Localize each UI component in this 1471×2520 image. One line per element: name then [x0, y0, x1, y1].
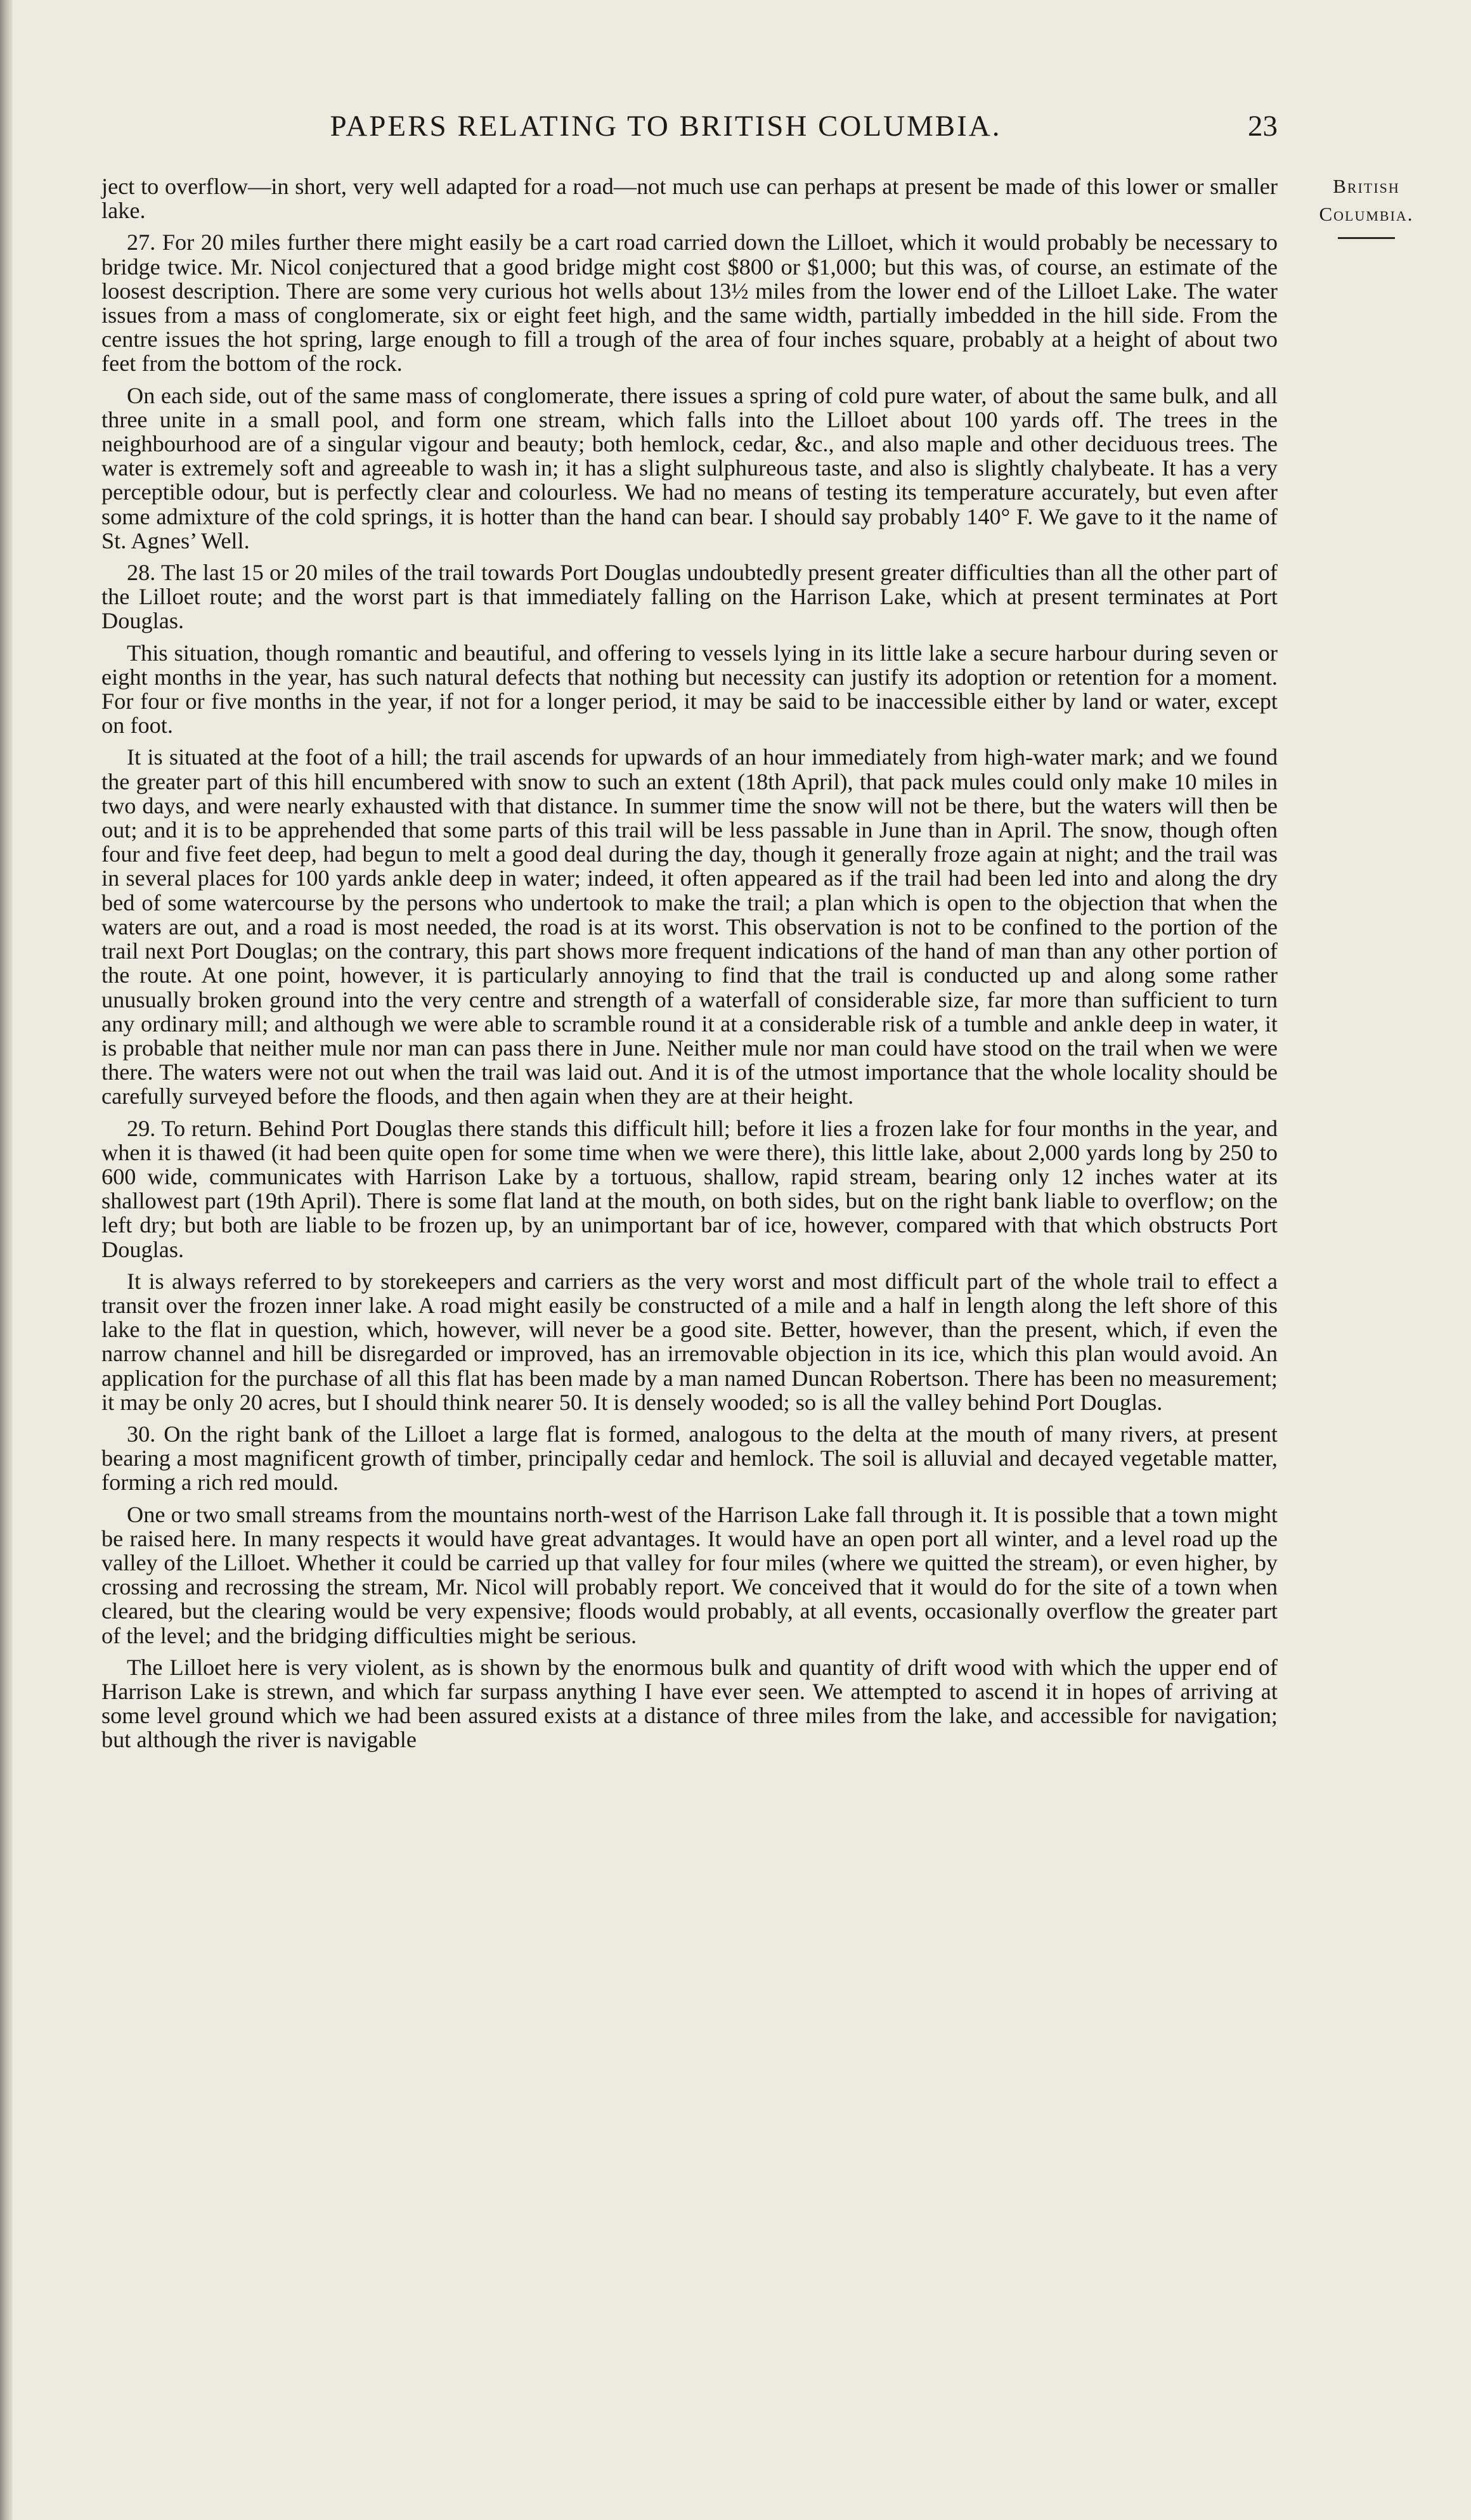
page-number: 23 [1248, 110, 1278, 143]
side-note-line-2: Columbia. [1319, 203, 1414, 225]
side-note-rule [1338, 237, 1395, 239]
paragraph-lilloet-river: The Lilloet here is very violent, as is shown by the enormous bulk and quantity of drift wood with which the upper end of Harrison Lake is strewn, and which far surpass anything I have ever seen. We attempted to ascend it in hopes of arriving at some level ground which we had been assured exists at a distance of three miles from the lake, and accessible for navigation; but although the river is navigable [101, 1654, 1278, 1753]
paragraph-hot-springs: On each side, out of the same mass of conglomerate, there issues a spring of cold pure water, of about the same bulk, and all three unite in a small pool, and form one stream, which falls into the Lilloet about 100 yards off. The trees in the neighbourhood are of a singular vigour and beauty; both hemlock, cedar, &c., and also maple and other deciduous trees. The water is extremely soft and agreeable to wash in; it has a slight sulphureous taste, and also is slightly chalybeate. It has a very perceptible odour, but is perfectly clear and colourless. We had no means of testing its temperature accurately, but even after some admixture of the cold springs, it is hotter than the hand can bear. I should say probably 140° F. We gave to it the name of St. Agnes’ Well. [101, 382, 1278, 553]
paragraph-town-site: One or two small streams from the mountains north-west of the Harrison Lake fall through it. It is possible that a town might be raised here. In many respects it would have great advantages. It would have an open port all winter, and a level road up the valley of the Lilloet. Whether it could be carried up that valley for four miles (where we quitted the stream), or even higher, by crossing and recrossing the stream, Mr. Nicol will probably report. We conceived that it would do for the site of a town when cleared, but the clearing would be very expensive; floods would probably, at all events, occasionally overflow the greater part of the level; and the bridging difficulties might be serious. [101, 1501, 1278, 1648]
paragraph-frozen-lake: It is always referred to by storekeepers and carriers as the very worst and most difficult part of the whole trail to effect a transit over the frozen inner lake. A road might easily be constructed of a mile and a half in length along the left shore of this lake to the flat in question, which, however, will never be a good site. Better, however, than the present, which, if even the narrow channel and hill be disregarded or improved, has an irremovable objection in its ice, which this plan would avoid. An application for the purchase of all this flat has been made by a man named Duncan Robertson. There has been no measurement; it may be only 20 acres, but I should think nearer 50. It is densely wooded; so is all the valley behind Port Douglas. [101, 1268, 1278, 1415]
paragraph-28: 28. The last 15 or 20 miles of the trail towards Port Douglas undoubtedly present greater difficulties than all the other part of the Lilloet route; and the worst part is that immediately falling on the Harrison Lake, which at present terminates at Port Douglas. [101, 560, 1278, 634]
body-text [101, 174, 1278, 1760]
paragraph-30: 30. On the right bank of the Lilloet a large flat is formed, analogous to the delta at the mouth of many rivers, at present bearing a most magnificent growth of timber, principally cedar and hemlock. The soil is alluvial and decayed vegetable matter, forming a rich red mould. [101, 1421, 1278, 1496]
paragraph-29: 29. To return. Behind Port Douglas there stands this difficult hill; before it lies a frozen lake for four months in the year, and when it is thawed (it had been quite open for some time when we were there), this little lake, about 2,000 yards long by 250 to 600 wide, communicates with Harrison Lake by a tortuous, shallow, rapid stream, bearing only 12 inches water at its shallowest part (19th April). There is some flat land at the mouth, on both sides, but on the right bank liable to overflow; on the left dry; but both are liable to be frozen up, by an unimportant bar of ice, however, compared with that which obstructs Port Douglas. [101, 1115, 1278, 1262]
page-binding-edge [0, 0, 13, 2520]
paragraph-27: 27. For 20 miles further there might easily be a cart road carried down the Lilloet, which it would probably be necessary to bridge twice. Mr. Nicol conjectured that a good bridge might cost $800 or $1,000; but this was, of course, an estimate of the loosest description. There are some very curious hot wells about 13½ miles from the lower end of the Lilloet Lake. The water issues from a mass of conglomerate, six or eight feet high, and the same width, partially imbedded in the hill side. From the centre issues the hot spring, large enough to fill a trough of the area of four inches square, probably at a height of about two feet from the bottom of the rock. [101, 229, 1278, 377]
side-note-line-1: British [1333, 175, 1400, 197]
page-header [101, 109, 1278, 153]
running-title: PAPERS RELATING TO BRITISH COLUMBIA. [330, 110, 1002, 143]
paragraph-port-douglas-situation: This situation, though romantic and beautiful, and offering to vessels lying in its little lake a secure harbour during seven or eight months in the year, has such natural defects that nothing but necessity can justify its adoption or retention for a moment. For four or five months in the year, if not for a longer period, it may be said to be inaccessible either by land or water, except on foot. [101, 640, 1278, 739]
margin-side-note [1303, 172, 1430, 239]
paragraph-continued: ject to overflow—in short, very well adapted for a road—not much use can perhaps at present be made of this lower or smaller lake. [101, 174, 1278, 224]
paragraph-hill-trail: It is situated at the foot of a hill; the trail ascends for upwards of an hour immediately from high-water mark; and we found the greater part of this hill encumbered with snow to such an extent (18th April), that pack mules could only make 10 miles in two days, and were nearly exhausted with that distance. In summer time the snow will not be there, but the waters will then be out; and it is to be apprehended that some parts of this trail will be less passable in June than in April. The snow, though often four and five feet deep, had begun to melt a good deal during the day, though it generally froze again at night; and the trail was in several places for 100 yards ankle deep in water; indeed, it often appeared as if the trail had been led into and along the dry bed of some watercourse by the persons who undertook to make the trail; a plan which is open to the objection that when the waters are out, and a road is most needed, the road is at its worst. This observation is not to be confined to the portion of the trail next Port Douglas; on the contrary, this part shows more frequent indications of the hand of man than any other portion of the route. At one point, however, it is particularly annoying to find that the trail is conducted up and along some rather unusually broken ground into the very centre and strength of a waterfall of considerable size, far more than sufficient to turn any ordinary mill; and although we were able to scramble round it at a considerable risk of a tumble and ankle deep in water, it is probable that neither mule nor man can pass there in June. Neither mule nor man could have stood on the trail when we were there. The waters were not out when the trail was laid out. And it is of the utmost importance that the whole locality should be carefully surveyed before the floods, and then again when they are at their height. [101, 744, 1278, 1109]
